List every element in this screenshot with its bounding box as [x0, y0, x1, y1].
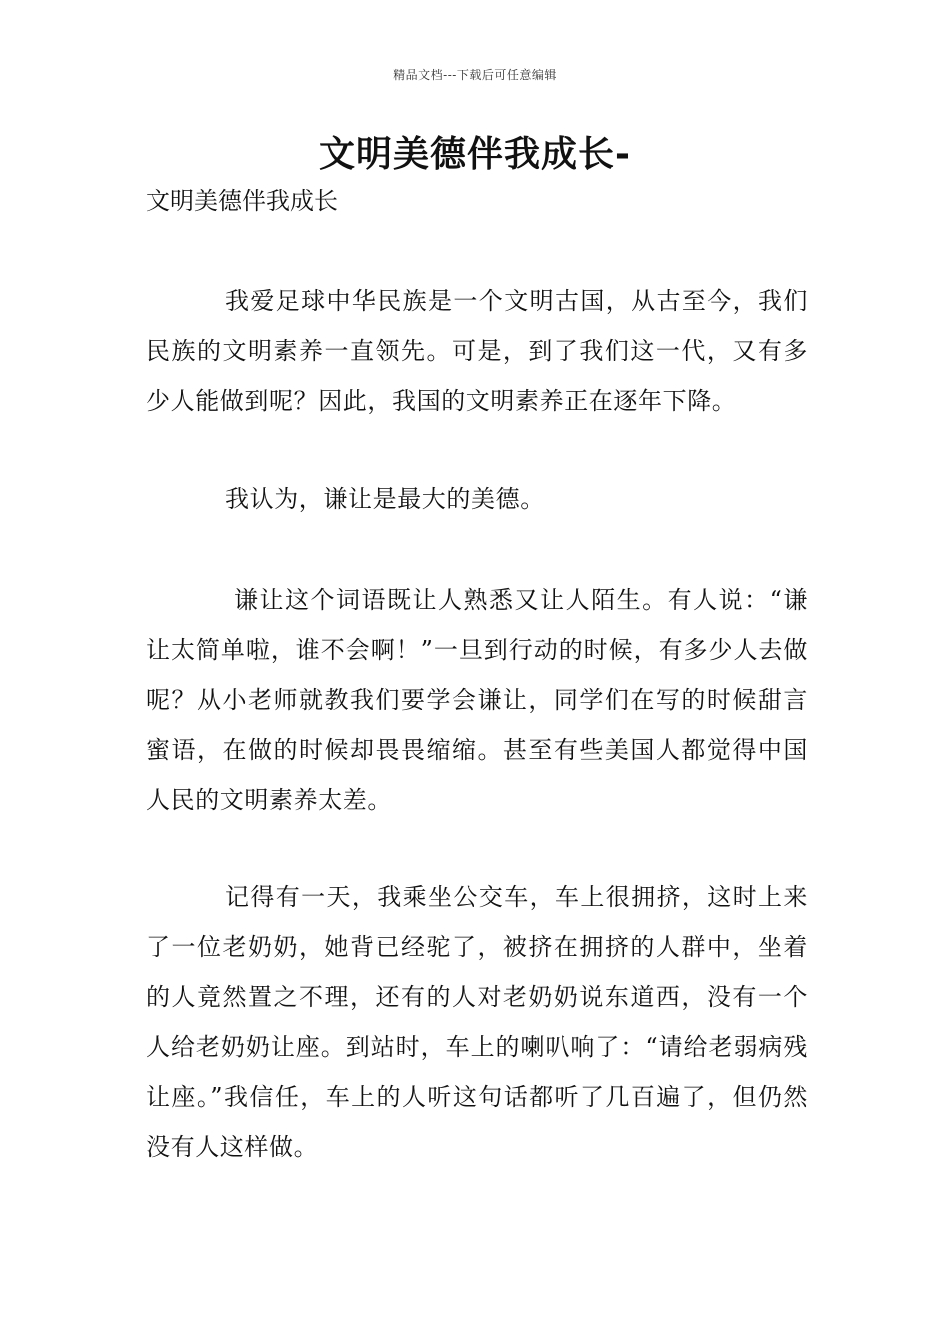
paragraph-3: 谦让这个词语既让人熟悉又让人陌生。有人说：“谦让太简单啦，谁不会啊！”一旦到行动的时候，有多少人去做呢？从小老师就教我们要学会谦让，同学们在写的时候甜言蜜语，在做的时候却畏畏缩缩。甚至有些美国人都觉得中国人民的文明素养太差。 — [146, 586, 808, 814]
paragraph-4: 记得有一天，我乘坐公交车，车上很拥挤，这时上来了一位老奶奶，她背已经驼了，被挤在拥挤的人群中，坐着的人竟然置之不理，还有的人对老奶奶说东道西，没有一个人给老奶奶让座。到站时，车上的喇叭响了：“请给老弱病残让座。”我信任，车上的人听这句话都听了几百遍了，但仍然没有人这样做。 — [146, 883, 808, 1161]
paragraph-2: 我认为，谦让是最大的美德。 — [225, 485, 545, 513]
paragraph-1: 我爱足球中华民族是一个文明古国，从古至今，我们民族的文明素养一直领先。可是，到了我们这一代，又有多少人能做到呢？因此，我国的文明素养正在逐年下降。 — [146, 287, 808, 415]
document-subtitle: 文明美德伴我成长 — [146, 187, 338, 215]
header-note: 精品文档---下载后可任意编辑 — [393, 68, 557, 82]
document-title: 文明美德伴我成长- — [319, 134, 631, 175]
